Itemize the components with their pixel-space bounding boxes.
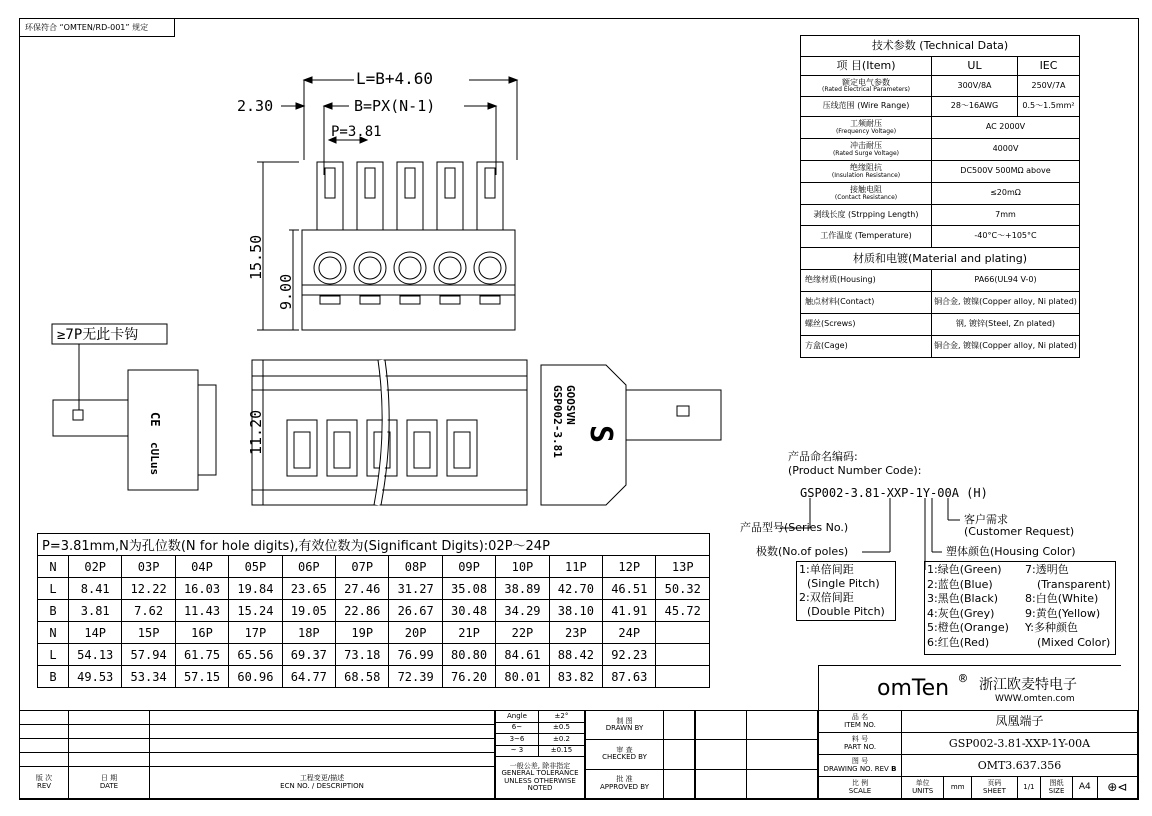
pin-table-cell: 80.80: [442, 644, 495, 666]
pin-table-cell: 20P: [389, 622, 442, 644]
pitch-opt: (Double Pitch): [807, 605, 885, 618]
latch-note: ≥7P无此卡钩: [57, 327, 139, 343]
pin-table-cell: 53.34: [122, 666, 175, 688]
rated-en: (Rated Electrical Parameters): [822, 86, 910, 94]
tolerance-cell: ±0.5: [538, 722, 584, 734]
pin-table-row: [38, 578, 710, 600]
pin-table-cell: 92.23: [603, 644, 656, 666]
pin-dimension-table: [37, 533, 710, 688]
color-opt: 4:灰色(Grey): [927, 606, 995, 620]
pin-table-cell: N: [38, 622, 69, 644]
pin-table-cell: 65.56: [229, 644, 282, 666]
pin-table-cell: 57.15: [175, 666, 228, 688]
pin-table-cell: 64.77: [282, 666, 335, 688]
pin-table-cell: 16P: [175, 622, 228, 644]
tech-iec-header: IEC: [1018, 57, 1080, 76]
pin-table-cell: [656, 622, 710, 644]
ins-cn: 绝缘阻抗: [850, 163, 882, 173]
pin-table-cell: 09P: [442, 556, 495, 578]
pin-table-cell: 04P: [175, 556, 228, 578]
reg-mark: ®: [959, 672, 967, 687]
pitch-opt: 2:双倍间距: [799, 591, 854, 604]
tolerance-cell: Angle: [496, 711, 539, 723]
part-info-table: [818, 710, 1138, 799]
surge-cn: 冲击耐压: [850, 141, 882, 151]
pin-table-cell: N: [38, 556, 69, 578]
blank-table: [695, 710, 818, 799]
color-opt: 3:黑色(Black): [927, 592, 999, 605]
tolerance-table: [495, 710, 585, 799]
pin-table-cell: 27.46: [336, 578, 389, 600]
rated-iec: 250V/7A: [1018, 76, 1080, 97]
color-opt: (Transparent): [1037, 577, 1111, 591]
approved-en: APPROVED BY: [599, 782, 649, 791]
title-block: [19, 710, 1139, 800]
cage-label: 方盒(Cage): [801, 336, 932, 358]
size-val: A4: [1073, 777, 1098, 799]
company-web: WWW.omten.com: [995, 694, 1075, 704]
pn-leader-lines: [780, 480, 1080, 580]
color-opt: Y:多种颜色: [1025, 621, 1078, 634]
pn-series: 产品型号(Series No.): [740, 521, 849, 534]
pin-table-cell: 12P: [603, 556, 656, 578]
color-opt: 6:红色(Red): [927, 635, 990, 649]
gen-tol: UNLESS OTHERWISE NOTED: [504, 776, 576, 792]
pin-table-cell: 76.99: [389, 644, 442, 666]
scale-cn: 比 例: [851, 779, 869, 788]
pin-table-cell: 05P: [229, 556, 282, 578]
dim-B: B=PX(N-1): [354, 97, 436, 115]
pin-table-cell: 54.13: [69, 644, 122, 666]
pin-table-cell: 19.84: [229, 578, 282, 600]
pn-customer-en: (Customer Request): [964, 525, 1075, 538]
pin-table-cell: 24P: [603, 622, 656, 644]
env-note: 环保符合 “OMTEN/RD-001” 规定: [19, 18, 175, 37]
part-en: PART NO.: [843, 742, 877, 751]
pin-table-cell: 06P: [282, 556, 335, 578]
pin-table-cell: 34.29: [496, 600, 549, 622]
tolerance-row: [496, 711, 585, 723]
rev-label: REV: [874, 764, 889, 773]
pin-table-cell: 22.86: [336, 600, 389, 622]
pin-table-cell: 46.51: [603, 578, 656, 600]
ecn-en: ECN NO. / DESCRIPTION: [280, 781, 364, 790]
color-opt: 9:黄色(Yellow): [1025, 606, 1101, 620]
color-opt: 7:透明色: [1025, 563, 1069, 576]
model-mark: GSP002-3.81: [551, 385, 564, 458]
drawn-en: DRAWN BY: [605, 724, 644, 733]
projection-symbol-icon: ⊕⊲: [1097, 777, 1137, 799]
dim-height: 15.50: [247, 234, 265, 280]
size-cn: 图纸: [1049, 779, 1064, 788]
approval-table: [585, 710, 695, 799]
brand-mark: GOOSVN: [564, 385, 577, 425]
date-cn: 日 期: [100, 774, 118, 783]
scale-en: SCALE: [848, 786, 872, 795]
size-en: SIZE: [1048, 786, 1065, 795]
pin-table-cell: B: [38, 666, 69, 688]
ul-mark: cULus: [148, 442, 161, 476]
temp-val: -40°C～+105°C: [932, 226, 1080, 248]
pin-table-cell: 11.43: [175, 600, 228, 622]
con-cn: 接触电阻: [850, 185, 882, 195]
color-opt: (Mixed Color): [1037, 635, 1111, 649]
tolerance-cell: 3~6: [496, 734, 539, 746]
drawing-views: [19, 40, 799, 530]
pin-table-cell: 13P: [656, 556, 710, 578]
pin-table-cell: 22P: [496, 622, 549, 644]
units-en: UNITS: [912, 786, 934, 795]
contact-val: 铜合金, 镀镍(Copper alloy, Ni plated): [932, 292, 1080, 314]
pin-table-row: [38, 556, 710, 578]
revision-table: [19, 710, 495, 799]
pin-table-cell: 45.72: [656, 600, 710, 622]
screws-val: 钢, 镀锌(Steel, Zn plated): [932, 314, 1080, 336]
pin-table-cell: 60.96: [229, 666, 282, 688]
pin-table-cell: 3.81: [69, 600, 122, 622]
wire-ul: 28～16AWG: [932, 97, 1018, 117]
pin-table-cell: 69.37: [282, 644, 335, 666]
pin-table-cell: 12.22: [122, 578, 175, 600]
pn-title-cn: 产品命名编码:: [788, 450, 858, 463]
pin-table-cell: 10P: [496, 556, 549, 578]
rev-en: REV: [36, 781, 52, 790]
pin-table-cell: 11P: [549, 556, 602, 578]
pin-table-cell: 41.91: [603, 600, 656, 622]
pin-table-cell: 61.75: [175, 644, 228, 666]
pin-table-cell: 30.48: [442, 600, 495, 622]
pin-table-cell: 19P: [336, 622, 389, 644]
pin-table-cell: 88.42: [549, 644, 602, 666]
sheet-cn: 页码: [987, 779, 1002, 788]
freq-cn: 工频耐压: [850, 119, 882, 129]
pin-table-cell: 23.65: [282, 578, 335, 600]
pin-table-cell: 08P: [389, 556, 442, 578]
tolerance-row: [496, 745, 585, 757]
surge-val: 4000V: [932, 139, 1080, 161]
tolerance-cell: ±2°: [538, 711, 584, 723]
gen-tol: 一般公差, 除非指定: [509, 761, 571, 770]
pin-table-cell: 76.20: [442, 666, 495, 688]
pn-customer: 客户需求: [964, 513, 1008, 526]
pin-table-cell: 73.18: [336, 644, 389, 666]
dwg-cn: 图 号: [851, 757, 869, 766]
cage-val: 铜合金, 镀镍(Copper alloy, Ni plated): [932, 336, 1080, 358]
pin-table-cell: 26.67: [389, 600, 442, 622]
checked-cn: 审 查: [616, 746, 633, 755]
tolerance-cell: ~ 3: [496, 745, 539, 757]
dim-offset: 2.30: [237, 97, 274, 115]
item-en: ITEM NO.: [844, 720, 876, 729]
dim-width: 11.20: [247, 409, 265, 455]
pin-table-cell: 15.24: [229, 600, 282, 622]
temp-label: 工作温度 (Temperature): [801, 226, 932, 248]
pn-housing-color: 塑体颜色(Housing Color): [946, 545, 1076, 558]
tech-ul-header: UL: [932, 57, 1018, 76]
pin-table-row: [38, 666, 710, 688]
pin-table-cell: [656, 644, 710, 666]
pin-table-cell: 49.53: [69, 666, 122, 688]
freq-label: [801, 117, 932, 139]
strip-val: 7mm: [932, 205, 1080, 226]
pin-table-title: P=3.81mm,N为孔位数(N for hole digits),有效位数为(Significant Digits):02P～24P: [38, 534, 710, 556]
pin-table-cell: 72.39: [389, 666, 442, 688]
pin-table-cell: 19.05: [282, 600, 335, 622]
ecn-cn: 工程变更/描述: [299, 774, 345, 783]
pin-table-cell: 50.32: [656, 578, 710, 600]
tech-title: 技术参数 (Technical Data): [801, 36, 1080, 57]
tech-data-table: [800, 35, 1080, 358]
item-cn: 品 名: [851, 713, 869, 722]
units-val: mm: [944, 777, 972, 799]
pin-table-cell: 31.27: [389, 578, 442, 600]
pin-table-row: [38, 600, 710, 622]
tolerance-cell: ±0.2: [538, 734, 584, 746]
pin-table-cell: 57.94: [122, 644, 175, 666]
pin-table-cell: 38.10: [549, 600, 602, 622]
pin-table-cell: 03P: [122, 556, 175, 578]
approved-cn: 批 准: [616, 775, 633, 784]
ins-val: DC500V 500MΩ above: [932, 161, 1080, 183]
pin-table-cell: 42.70: [549, 578, 602, 600]
pin-table-cell: 68.58: [336, 666, 389, 688]
contact-label: 触点材料(Contact): [801, 292, 932, 314]
pin-table-cell: 7.62: [122, 600, 175, 622]
pin-table-cell: [656, 666, 710, 688]
housing-val: PA66(UL94 V-0): [932, 270, 1080, 292]
pin-table-cell: 14P: [69, 622, 122, 644]
date-en: DATE: [99, 781, 119, 790]
tolerance-cell: 6~: [496, 722, 539, 734]
pin-table-cell: 02P: [69, 556, 122, 578]
tolerance-row: [496, 734, 585, 746]
pin-table-cell: 07P: [336, 556, 389, 578]
pin-table-cell: 23P: [549, 622, 602, 644]
pn-title-en: (Product Number Code):: [788, 464, 922, 477]
freq-val: AC 2000V: [932, 117, 1080, 139]
rev-cn: 版 次: [35, 774, 53, 783]
color-opt: 8:白色(White): [1025, 592, 1099, 605]
ins-en: (Insulation Resistance): [831, 171, 901, 179]
rev-val: B: [891, 764, 897, 773]
units-cn: 单位: [915, 779, 930, 788]
pn-code: GSP002-3.81-XXP-1Y-00A (H): [800, 486, 988, 500]
tech-item-header: 项 目(Item): [801, 57, 932, 76]
dwg-val: OMT3.637.356: [902, 755, 1138, 777]
item-val: 凤凰端子: [902, 711, 1138, 733]
pin-table-cell: 18P: [282, 622, 335, 644]
gen-tol: GENERAL TOLERANCE: [501, 769, 579, 778]
ins-label: [801, 161, 932, 183]
rated-cn: 额定电气参数: [842, 77, 890, 87]
pin-table-cell: 35.08: [442, 578, 495, 600]
pin-table-cell: 83.82: [549, 666, 602, 688]
pin-table-cell: 21P: [442, 622, 495, 644]
dim-h2: 9.00: [277, 273, 295, 310]
ce-mark: CE: [148, 412, 162, 427]
pin-table-row: [38, 622, 710, 644]
pin-table-cell: 16.03: [175, 578, 228, 600]
surge-en: (Rated Surge Voltage): [832, 149, 900, 157]
sheet-en: SHEET: [983, 786, 1006, 795]
pin-table-cell: 15P: [122, 622, 175, 644]
pin-table-cell: 87.63: [603, 666, 656, 688]
wire-label: 压线范围 (Wire Range): [801, 97, 932, 117]
pin-table-cell: 80.01: [496, 666, 549, 688]
company-name: 浙江欧麦特电子: [979, 677, 1077, 693]
color-opt: 5:橙色(Orange): [927, 621, 1009, 634]
pin-table-cell: 8.41: [69, 578, 122, 600]
mat-title: 材质和电镀(Material and plating): [801, 248, 1080, 270]
pn-poles: 极数(No.of poles): [756, 545, 849, 558]
tolerance-row: [496, 722, 585, 734]
con-label: [801, 183, 932, 205]
part-val: GSP002-3.81-XXP-1Y-00A: [902, 733, 1138, 755]
housing-label: 绝缘材质(Housing): [801, 270, 932, 292]
screws-label: 螺丝(Screws): [801, 314, 932, 336]
tolerance-cell: ±0.15: [538, 745, 584, 757]
logo-block: [818, 665, 1121, 710]
dim-L: L=B+4.60: [356, 69, 434, 88]
pin-table-cell: L: [38, 578, 69, 600]
surge-label: [801, 139, 932, 161]
pitch-opt: 1:单倍间距: [799, 563, 854, 576]
color-opt: 1:绿色(Green): [927, 563, 1002, 576]
pin-table-cell: 17P: [229, 622, 282, 644]
brand-logo: omTen: [877, 676, 950, 701]
dim-pitch: P=3.81: [331, 124, 382, 140]
pin-table-row: [38, 644, 710, 666]
wire-iec: 0.5～1.5mm²: [1018, 97, 1080, 117]
freq-en: (Frequency Voltage): [835, 127, 897, 135]
sheet-val: 1/1: [1017, 777, 1040, 799]
pin-table-cell: 38.89: [496, 578, 549, 600]
pitch-opt: (Single Pitch): [807, 577, 880, 590]
color-opt: 2:蓝色(Blue): [927, 577, 993, 591]
pin-table-cell: 84.61: [496, 644, 549, 666]
checked-en: CHECKED BY: [602, 753, 647, 762]
pin-table-cell: L: [38, 644, 69, 666]
dwg-en: DRAWING NO.: [823, 764, 873, 773]
drawn-cn: 制 图: [616, 716, 633, 725]
strip-label: 剥线长度 (Strpping Length): [801, 205, 932, 226]
part-cn: 料 号: [851, 735, 869, 744]
con-val: ≤20mΩ: [932, 183, 1080, 205]
con-en: (Contact Resistance): [834, 193, 898, 201]
rated-ul: 300V/8A: [932, 76, 1018, 97]
pin-table-cell: B: [38, 600, 69, 622]
logo-s-mark: S: [583, 425, 618, 444]
rated-label: [801, 76, 932, 97]
